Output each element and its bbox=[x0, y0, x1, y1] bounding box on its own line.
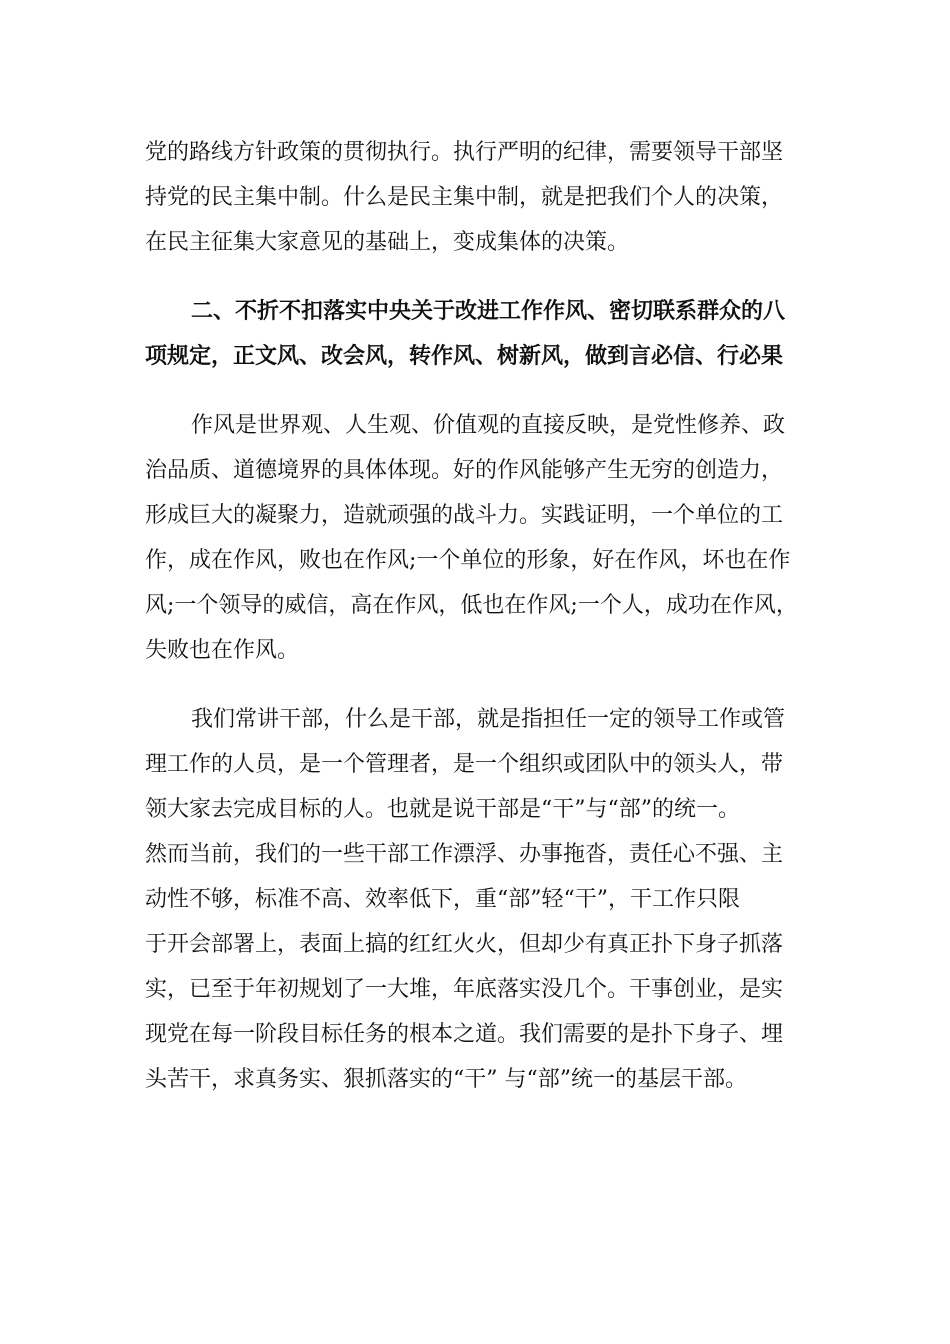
text-line: 我们常讲干部，什么是干部，就是指担任一定的领导工作或管 bbox=[191, 707, 786, 732]
text-line: 实，已至于年初规划了一大堆，年底落实没几个。干事创业，是实 bbox=[145, 977, 784, 1002]
text-line: 现党在每一阶段目标任务的根本之道。我们需要的是扑下身子、埋 bbox=[145, 1022, 784, 1047]
text-line: 动性不够，标准不高、效率低下，重“部”轻“干”，干工作只限 bbox=[145, 887, 740, 912]
section-heading bbox=[145, 289, 805, 379]
text-line: 失败也在作风。 bbox=[145, 638, 300, 663]
paragraph-cadres bbox=[145, 697, 805, 1102]
heading-line: 二、不折不扣落实中央关于改进工作作风、密切联系群众的八 bbox=[191, 299, 786, 324]
heading-line: 项规定，正文风、改会风，转作风、树新风，做到言必信、行必果 bbox=[145, 344, 784, 369]
text-line: 持党的民主集中制。什么是民主集中制，就是把我们个人的决策， bbox=[145, 185, 784, 210]
text-line: 风;一个领导的威信，高在作风，低也在作风;一个人，成功在作风， bbox=[145, 593, 798, 618]
text-line: 作，成在作风，败也在作风;一个单位的形象，好在作风，坏也在作 bbox=[145, 548, 791, 573]
text-line: 党的路线方针政策的贯彻执行。执行严明的纪律，需要领导干部坚 bbox=[145, 140, 784, 165]
document-page bbox=[145, 130, 805, 1102]
text-line: 在民主征集大家意见的基础上，变成集体的决策。 bbox=[145, 230, 630, 255]
text-line: 治品质、道德境界的具体体现。好的作风能够产生无穷的创造力， bbox=[145, 458, 784, 483]
text-line: 理工作的人员，是一个管理者，是一个组织或团队中的领头人，带 bbox=[145, 752, 784, 777]
paragraph-work-style bbox=[145, 403, 805, 673]
text-line: 然而当前，我们的一些干部工作漂浮、办事拖沓，责任心不强、主 bbox=[145, 842, 784, 867]
text-line: 于开会部署上，表面上搞的红红火火，但却少有真正扑下身子抓落 bbox=[145, 932, 784, 957]
paragraph-democratic-centralism bbox=[145, 130, 805, 265]
text-line: 形成巨大的凝聚力，造就顽强的战斗力。实践证明，一个单位的工 bbox=[145, 503, 784, 528]
text-line: 头苦干，求真务实、狠抓落实的“干” 与“部”统一的基层干部。 bbox=[145, 1067, 747, 1092]
text-line: 领大家去完成目标的人。也就是说干部是“干”与“部”的统一。 bbox=[145, 797, 740, 822]
text-line: 作风是世界观、人生观、价值观的直接反映，是党性修养、政 bbox=[191, 413, 786, 438]
